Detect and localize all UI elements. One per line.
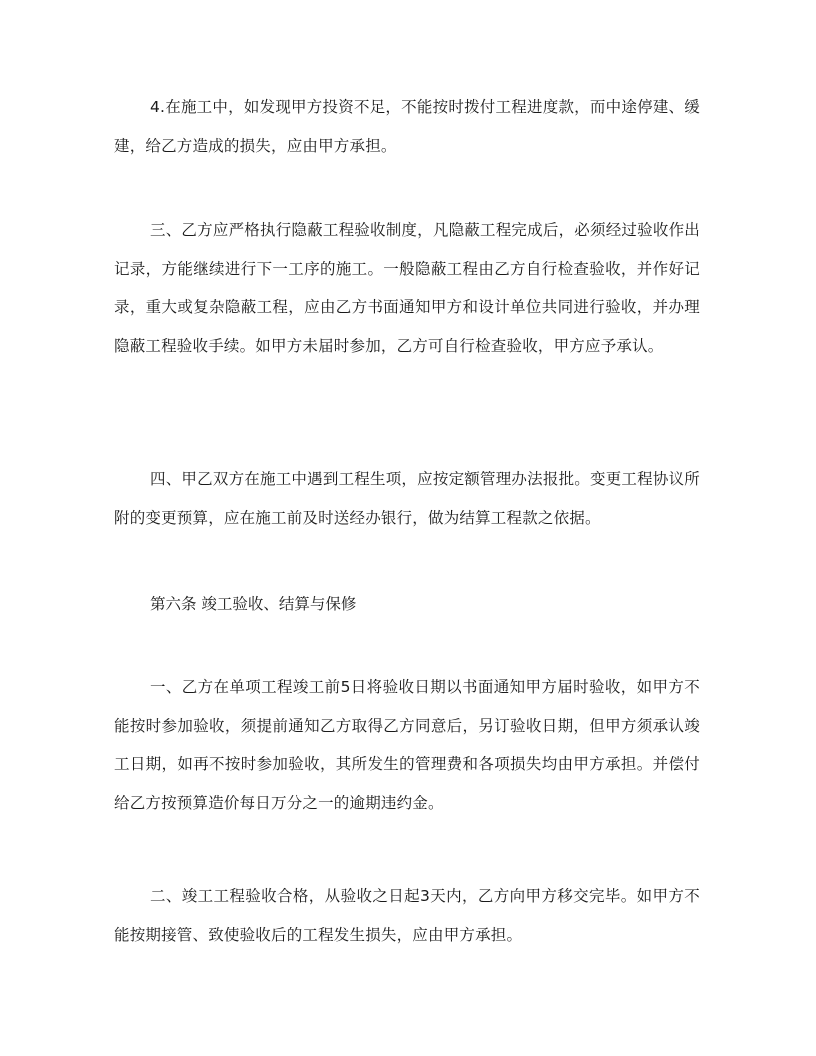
paragraph-article-6-item-1: 一、乙方在单项工程竣工前5日将验收日期以书面通知甲方届时验收，如甲方不能按时参加验收，须提前通知乙方取得乙方同意后，另订验收日期，但甲方须承认竣工日期，如再不按时参加验收，其所发生的管理费和各项损失均由甲方承担。并偿付给乙方按预算造价每日万分之一的逾期违约金。	[114, 678, 700, 812]
paragraph-section-4: 四、甲乙双方在施工中遇到工程生项，应按定额管理办法报批。变更工程协议所附的变更预算，应在施工前及时送经办银行，做为结算工程款之依据。	[114, 470, 700, 527]
paragraph-section-3: 三、乙方应严格执行隐蔽工程验收制度，凡隐蔽工程完成后，必须经过验收作出记录，方能继续进行下一工序的施工。一般隐蔽工程由乙方自行检查验收，并作好记录，重大或复杂隐蔽工程，应由乙方书面通知甲方和设计单位共同进行验收，并办理隐蔽工程验收手续。如甲方未届时参加，乙方可自行检查验收，甲方应予承认。	[114, 221, 700, 355]
paragraph-article-6-item-2: 二、竣工工程验收合格，从验收之日起3天内，乙方向甲方移交完毕。如甲方不能按期接管、致使验收后的工程发生损失，应由甲方承担。	[114, 887, 700, 944]
article-6-heading: 第六条 竣工验收、结算与保修	[150, 595, 357, 613]
paragraph-clause-4: 4.在施工中，如发现甲方投资不足，不能按时拨付工程进度款，而中途停建、缓建，给乙方造成的损失，应由甲方承担。	[114, 98, 700, 155]
